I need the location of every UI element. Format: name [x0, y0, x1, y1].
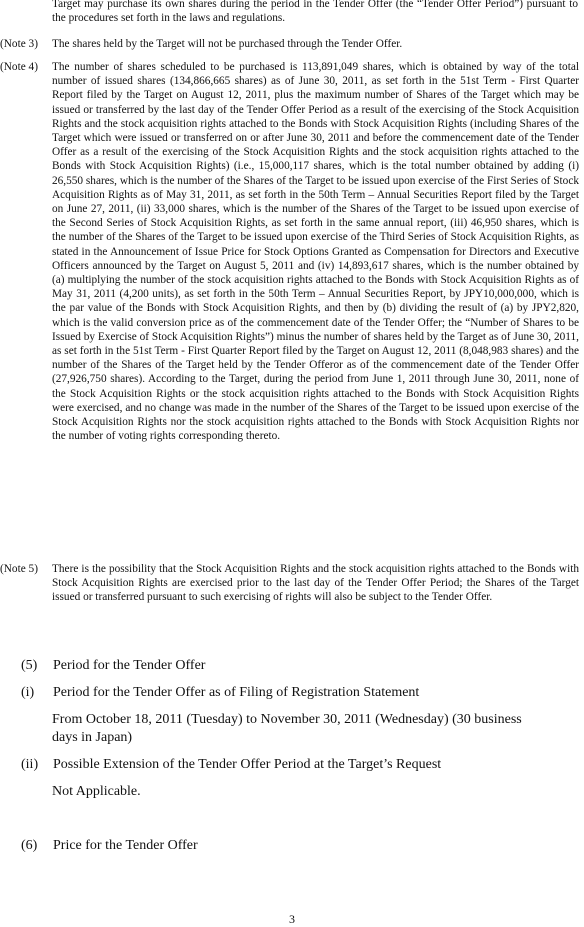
section-number: (5): [21, 658, 38, 673]
item-title: Period for the Tender Offer as of Filing of Registration Statement: [53, 685, 420, 700]
item-number: (i): [21, 685, 35, 700]
period-paragraph: From October 18, 2011 (Tuesday) to November 30, 2011 (Wednesday) (30 business days in Japan): [52, 712, 522, 745]
note-label: (Note 5): [0, 563, 38, 575]
note-text: The number of shares scheduled to be purchased is 113,891,049 shares, which is obtained by way of the total number of issued shares (134,866,665 shares) as of June 30, 2011, as set forth in the 51st Term - First Quarter Report filed by the Target on August 12, 2011, plus the maximum number of Shares of the Target which may be issued or transferred by the last day of the Tender Offer Period as a result of the exercising of the Stock Acquisition Rights and the stock acquisition rights attached to the Bonds with Stock Acquisition Rights (including Shares of the Target which were issued or transferred on or after June 30, 2011 and before the commencement date of the Tender Offer as a result of the exercising of the Stock Acquisition Rights and the stock acquisition rights attached to the Bonds with Stock Acquisition Rights) (i.e., 15,000,117 shares, which is the total number obtained by adding (i) 26,550 shares, which is the number of the Shares of the Target to be issued upon exercise of the First Series of Stock Acquisition Rights as of May 31, 2011, as set forth in the 50th Term – Annual Securities Report filed by the Target on June 27, 2011, (ii) 33,000 shares, which is the number of the Shares of the Target to be issued upon exercise of the Second Series of Stock Acquisition Rights, as set forth in the same annual report, (iii) 46,950 shares, which is the number of the Shares of the Target to be issued upon exercise of the Third Series of Stock Acquisition Rights, as stated in the Announcement of Issue Price for Stock Options Granted as Compensation for Directors and Executive Officers announced by the Target on August 5, 2011 and (iv) 14,893,617 shares, which is the number obtained by (a) multiplying the number of the stock acquisition rights attached to the Bonds with Stock Acquisition Rights as of May 31, 2011 (4,200 units), as set forth in the 50th Term – Annual Securities Report, by JPY10,000,000, which is the par value of the Bonds with Stock Acquisition Rights, and then by (b) dividing the result of (a) by JPY2,820, which is the valid conversion price as of the commencement date of the Tender Offer; the “Number of Shares to be Issued by Exercise of Stock Acquisition Rights”) minus the number of shares held by the Target as of June 30, 2011, as set forth in the 51st Term - First Quarter Report filed by the Target on August 12, 2011 (8,048,983 shares) and the number of the Shares of the Target held by the Tender Offeror as of the commencement date of the Tender Offer (27,926,750 shares). According to the Target, during the period from June 1, 2011 through June 30, 2011, none of the Stock Acquisition Rights or the stock acquisition rights attached to the Bonds with Stock Acquisition Rights were exercised, and no change was made in the number of the Shares of the Target to be issued upon exercise of the Stock Acquisition Rights nor the stock acquisition rights attached to the Bonds with Stock Acquisition Rights nor the number of voting rights corresponding thereto.: [52, 61, 579, 443]
note-3: [0, 37, 580, 51]
item-title: Possible Extension of the Tender Offer Period at the Target’s Request: [53, 757, 442, 772]
continuation-paragraph: Target may purchase its own shares during the period in the Tender Offer (the “Tender Offer Period”) pursuant to the procedures set forth in the laws and regulations.: [52, 0, 578, 25]
note-4: [0, 60, 580, 443]
section-title: Price for the Tender Offer: [53, 838, 198, 853]
section-number: (6): [21, 838, 38, 853]
note-5: [0, 562, 580, 605]
item-number: (ii): [21, 757, 39, 772]
page-number: 3: [289, 912, 295, 926]
note-text: There is the possibility that the Stock Acquisition Rights and the stock acquisition rights attached to the Bonds with Stock Acquisition Rights are exercised prior to the last day of the Tender Offer Period; the Shares of the Target issued or transferred pursuant to such exercising of rights will also be subject to the Tender Offer.: [52, 563, 579, 604]
note-label: (Note 4): [0, 61, 38, 73]
note-label: (Note 3): [0, 38, 38, 50]
note-text: The shares held by the Target will not be purchased through the Tender Offer.: [52, 38, 403, 50]
extension-paragraph: Not Applicable.: [52, 784, 141, 799]
section-title: Period for the Tender Offer: [53, 658, 206, 673]
